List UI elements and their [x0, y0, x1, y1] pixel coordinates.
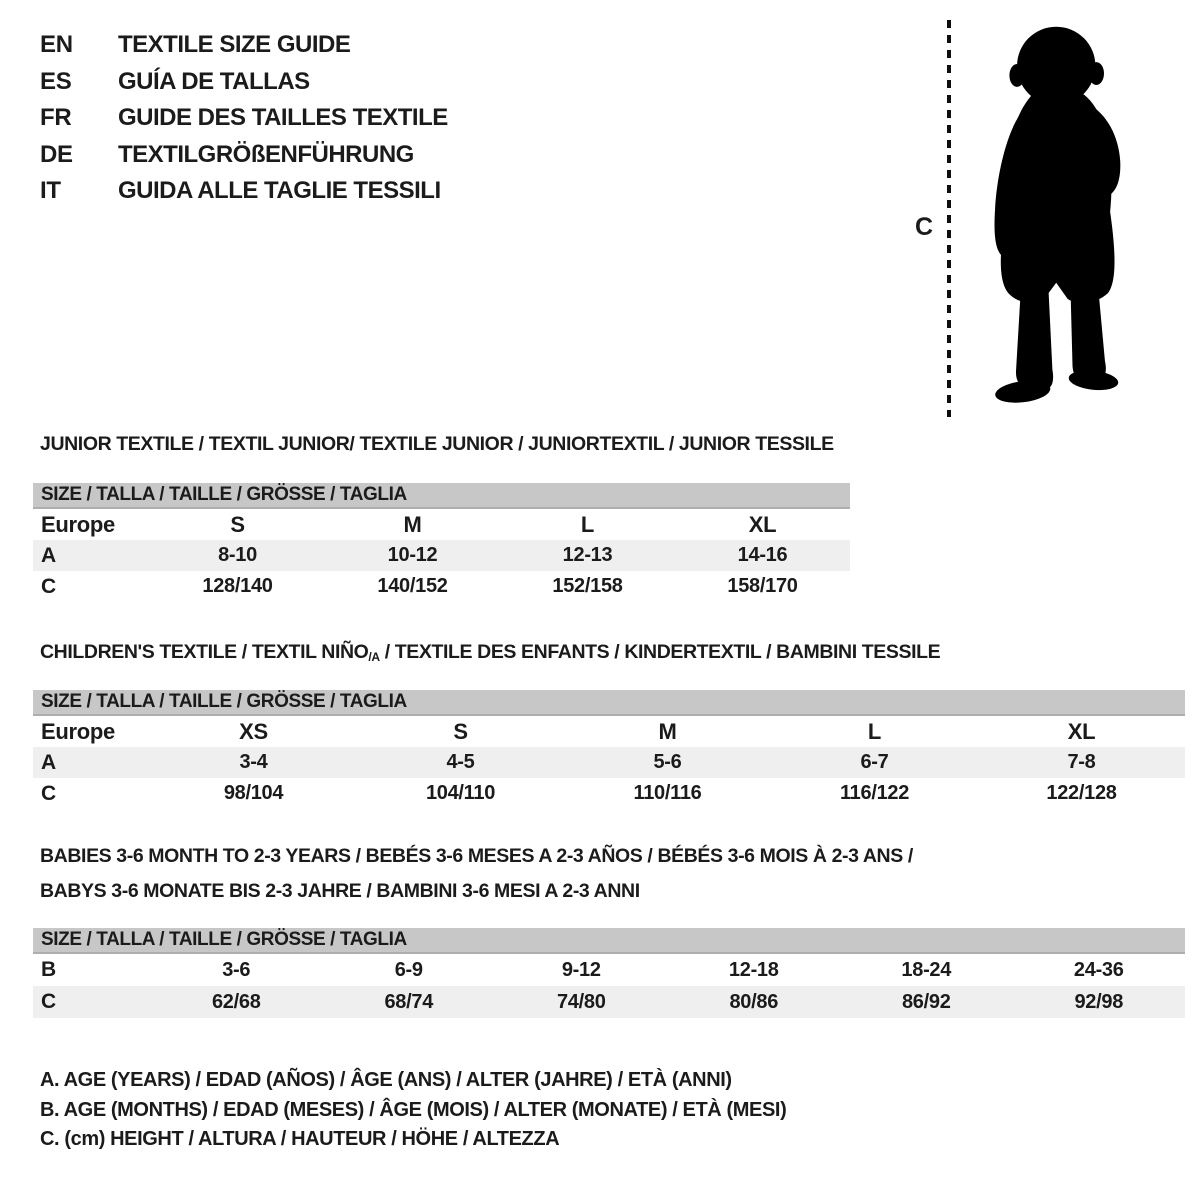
- height-cell: 128/140: [202, 575, 273, 597]
- language-title: GUIDE DES TAILLES TEXTILE: [118, 104, 448, 132]
- size-cell: M: [403, 511, 422, 537]
- height-cell: 80/86: [729, 990, 779, 1013]
- height-cell: 68/74: [384, 990, 434, 1013]
- junior-table-title: [40, 433, 834, 456]
- row-label: C: [41, 781, 56, 805]
- row-label: B: [41, 958, 56, 981]
- table-row: [33, 986, 1185, 1018]
- age-cell: 9-12: [561, 958, 601, 981]
- babies-table-title-line2: BABYS 3-6 MONATE BIS 2-3 JAHRE / BAMBINI 3-6 MESI A 2-3 ANNI: [40, 880, 640, 902]
- table-row: [33, 540, 850, 571]
- language-list: [40, 27, 448, 210]
- height-cell: 74/80: [556, 990, 606, 1013]
- language-code: EN: [40, 31, 73, 59]
- age-cell: 3-4: [239, 751, 268, 773]
- height-cell: 86/92: [901, 990, 951, 1013]
- language-title: TEXTILE SIZE GUIDE: [118, 31, 351, 59]
- children-title-text-cont: / TEXTILE DES ENFANTS / KINDERTEXTIL / BAMBINI TESSILE: [379, 641, 941, 663]
- size-cell: XL: [1067, 718, 1096, 744]
- size-cell: XS: [239, 718, 268, 744]
- age-cell: 8-10: [218, 544, 257, 566]
- legend-age-years: A. AGE (YEARS) / EDAD (AÑOS) / ÂGE (ANS) / ALTER (JAHRE) / ETÀ (ANNI): [40, 1069, 732, 1092]
- height-measure-dashed-line: [947, 20, 951, 417]
- age-cell: 10-12: [387, 544, 438, 566]
- height-cell: 110/116: [633, 782, 702, 804]
- measurement-legend: [40, 1066, 786, 1155]
- language-row-de: [40, 137, 448, 174]
- age-cell: 12-13: [562, 544, 613, 566]
- table-row: [33, 778, 1185, 809]
- height-cell: 116/122: [839, 782, 910, 804]
- size-cell: S: [453, 718, 468, 744]
- size-header-bar: SIZE / TALLA / TAILLE / GRÖSSE / TAGLIA: [33, 483, 850, 509]
- age-cell: 18-24: [901, 958, 952, 981]
- language-row-en: [40, 27, 448, 64]
- language-title: TEXTILGRÖßENFÜHRUNG: [118, 140, 414, 168]
- language-code: DE: [40, 140, 73, 168]
- size-cell: S: [230, 511, 245, 537]
- row-label: Europe: [41, 511, 115, 537]
- children-title-subscript: /A: [368, 650, 380, 665]
- height-cell: 152/158: [552, 575, 623, 597]
- size-cell: L: [580, 511, 595, 537]
- height-cell: 92/98: [1074, 990, 1124, 1013]
- age-cell: 24-36: [1073, 958, 1124, 981]
- row-label: Europe: [41, 718, 115, 744]
- legend-height-cm: C. (cm) HEIGHT / ALTURA / HAUTEUR / HÖHE / ALTEZZA: [40, 1128, 560, 1151]
- age-cell: 14-16: [737, 544, 788, 566]
- language-title: GUIDA ALLE TAGLIE TESSILI: [118, 177, 441, 205]
- table-row: [33, 954, 1185, 986]
- age-cell: 12-18: [728, 958, 779, 981]
- table-row: [33, 509, 850, 540]
- age-cell: 5-6: [653, 751, 682, 773]
- height-cell: 62/68: [211, 990, 261, 1013]
- language-code: ES: [40, 67, 72, 95]
- height-cell: 104/110: [425, 782, 496, 804]
- height-cell: 140/152: [377, 575, 448, 597]
- size-cell: L: [867, 718, 882, 744]
- babies-size-table: [33, 928, 1185, 1018]
- junior-title-text: JUNIOR TEXTILE / TEXTIL JUNIOR/ TEXTILE JUNIOR / JUNIORTEXTIL / JUNIOR TESSILE: [40, 433, 834, 455]
- language-row-es: [40, 64, 448, 101]
- junior-size-table: [33, 483, 850, 602]
- table-row: [33, 716, 1185, 747]
- language-code: IT: [40, 177, 61, 205]
- toddler-silhouette-image: [975, 12, 1147, 416]
- height-cell: 158/170: [727, 575, 798, 597]
- size-cell: M: [658, 718, 677, 744]
- children-size-table: [33, 690, 1185, 809]
- row-label: C: [41, 574, 56, 598]
- size-header-bar: SIZE / TALLA / TAILLE / GRÖSSE / TAGLIA: [33, 690, 1185, 716]
- age-cell: 6-7: [860, 751, 889, 773]
- age-cell: 4-5: [446, 751, 475, 773]
- language-code: FR: [40, 104, 72, 132]
- age-cell: 7-8: [1067, 751, 1096, 773]
- size-cell: XL: [748, 511, 777, 537]
- row-label: C: [41, 990, 56, 1013]
- size-header-bar: SIZE / TALLA / TAILLE / GRÖSSE / TAGLIA: [33, 928, 1185, 954]
- legend-age-months: B. AGE (MONTHS) / EDAD (MESES) / ÂGE (MOIS) / ALTER (MONATE) / ETÀ (MESI): [40, 1098, 787, 1121]
- language-row-it: [40, 173, 448, 210]
- height-cell: 122/128: [1046, 782, 1117, 804]
- language-title: GUÍA DE TALLAS: [118, 67, 310, 95]
- language-row-fr: [40, 100, 448, 137]
- babies-table-title-line1: BABIES 3-6 MONTH TO 2-3 YEARS / BEBÉS 3-6 MESES A 2-3 AÑOS / BÉBÉS 3-6 MOIS À 2-3 ANS /: [40, 845, 913, 867]
- children-table-title: [40, 641, 940, 664]
- children-title-text: CHILDREN'S TEXTILE / TEXTIL NIÑO: [40, 641, 369, 663]
- age-cell: 6-9: [394, 958, 423, 981]
- table-row: [33, 571, 850, 602]
- height-measure-label: C: [915, 213, 933, 241]
- age-cell: 3-6: [222, 958, 251, 981]
- table-row: [33, 747, 1185, 778]
- row-label: A: [41, 543, 56, 567]
- height-cell: 98/104: [223, 782, 284, 804]
- row-label: A: [41, 750, 56, 774]
